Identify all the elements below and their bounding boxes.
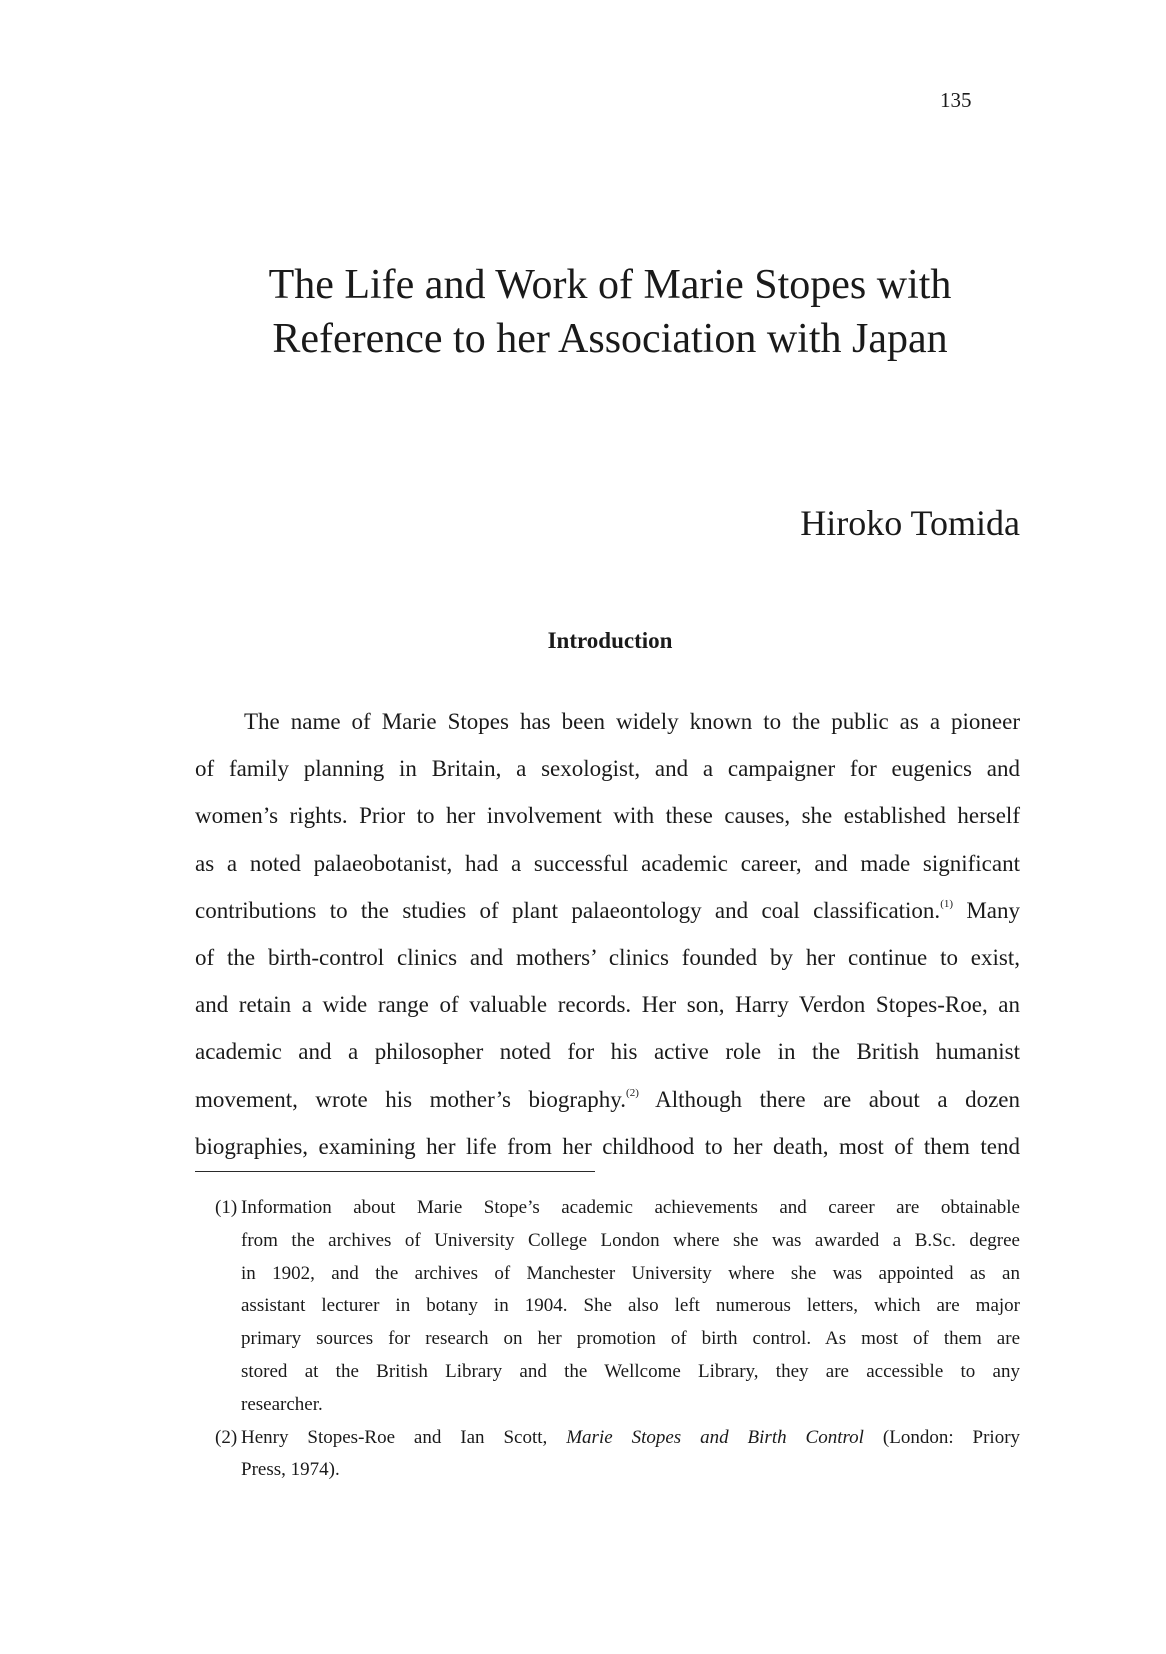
footnote-line: researcher. <box>241 1393 323 1415</box>
footnote-ref-1[interactable]: (1) <box>940 897 954 910</box>
footnote-line: assistant lecturer in botany in 1904. She also left numerous letters, which are major <box>241 1295 1020 1317</box>
footnote-ref-2[interactable]: (2) <box>626 1086 639 1099</box>
footnote-line <box>241 1422 1020 1455</box>
body-text-segment: movement, wrote his mother’s biography. <box>195 1086 627 1112</box>
footnote-line: stored at the British Library and the Wellcome Library, they are accessible to any <box>241 1360 1020 1382</box>
body-line: as a noted palaeobotanist, had a successful academic career, and made significant <box>195 850 1020 876</box>
footnote-2 <box>195 1422 1020 1488</box>
article-title <box>140 258 1080 366</box>
body-text-segment: Although there are about a dozen <box>655 1086 1020 1112</box>
body-line: of family planning in Britain, a sexologist, and a campaigner for eugenics and <box>195 756 1020 782</box>
body-line: academic and a philosopher noted for his active role in the British humanist <box>195 1039 1020 1065</box>
body-text-segment: Many <box>966 897 1021 923</box>
title-line-2: Reference to her Association with Japan <box>272 316 948 362</box>
body-text-segment: contributions to the studies of plant palaeontology and coal classification. <box>195 897 941 923</box>
footnote-number: (2) <box>215 1426 238 1448</box>
body-line <box>195 887 1020 934</box>
section-heading: Introduction <box>547 628 673 653</box>
footnote-line: Press, 1974). <box>241 1459 340 1481</box>
body-line: women’s rights. Prior to her involvement with these causes, she established herself <box>195 803 1020 829</box>
footnote-text-segment: (London: Priory <box>882 1426 1021 1448</box>
author-name: Hiroko Tomida <box>800 503 1020 543</box>
body-paragraph <box>195 698 1020 1170</box>
footnote-line: in 1902, and the archives of Manchester University where she was appointed as an <box>241 1262 1020 1284</box>
footnote-number: (1) <box>215 1197 238 1218</box>
footnote-divider <box>195 1171 595 1172</box>
page-number: 135 <box>940 88 972 112</box>
footnote-line: primary sources for research on her promotion of birth control. As most of them are <box>241 1328 1020 1350</box>
footnote-1 <box>195 1192 1020 1422</box>
footnote-line: from the archives of University College London where she was awarded a B.Sc. degree <box>241 1229 1020 1251</box>
footnote-line: Information about Marie Stope’s academic achievements and career are obtainable <box>241 1197 1020 1218</box>
title-line-1: The Life and Work of Marie Stopes with <box>268 262 952 308</box>
footnotes <box>195 1192 1020 1487</box>
body-line <box>195 1076 1020 1123</box>
footnote-text-segment: Henry Stopes-Roe and Ian Scott, <box>241 1426 548 1448</box>
body-line: and retain a wide range of valuable records. Her son, Harry Verdon Stopes-Roe, an <box>195 992 1020 1018</box>
cited-book-title: Marie Stopes and Birth Control <box>566 1426 864 1448</box>
body-line: The name of Marie Stopes has been widely known to the public as a pioneer <box>244 709 1020 734</box>
body-line: of the birth-control clinics and mothers’ clinics founded by her continue to exist, <box>195 944 1020 970</box>
body-line: biographies, examining her life from her childhood to her death, most of them tend <box>195 1133 1020 1159</box>
